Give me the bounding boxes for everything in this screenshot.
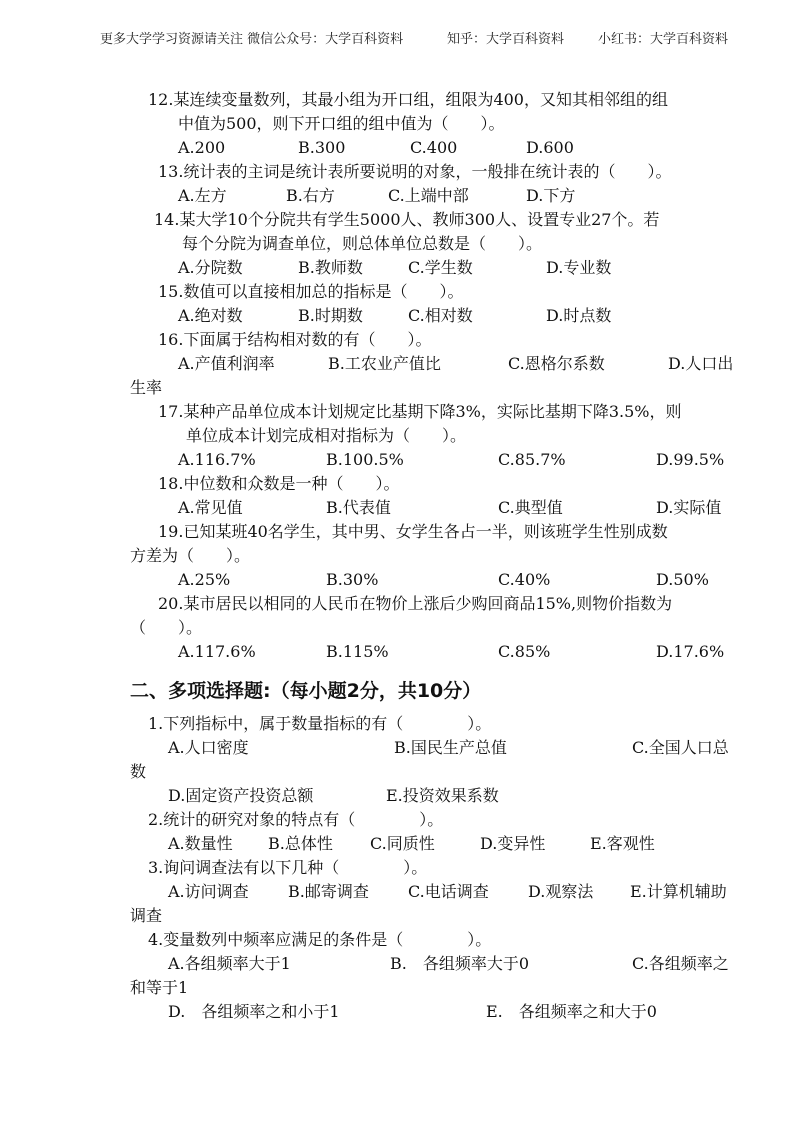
m4-stem: 4.变量数列中频率应满足的条件是（ ）。 xyxy=(148,930,492,949)
q20-option-b: B.115% xyxy=(326,642,389,661)
q14-option-d: D.专业数 xyxy=(546,258,612,277)
q19-option-d: D.50% xyxy=(656,570,709,589)
q12-stem-line2: 中值为500，则下开口组的组中值为（ ）。 xyxy=(178,114,505,133)
m2-option-c: C.同质性 xyxy=(370,834,435,853)
q19-option-a: A.25% xyxy=(178,570,231,589)
q17-option-a: A.116.7% xyxy=(178,450,256,469)
q12-option-d: D.600 xyxy=(526,138,574,157)
q19-option-b: B.30% xyxy=(326,570,379,589)
m1-wrap: 数 xyxy=(130,762,147,781)
q15-option-b: B.时期数 xyxy=(298,306,363,325)
q15-option-d: D.时点数 xyxy=(546,306,612,325)
q12-option-b: B.300 xyxy=(298,138,346,157)
m2-stem: 2.统计的研究对象的特点有（ ）。 xyxy=(148,810,444,829)
q18-option-d: D.实际值 xyxy=(656,498,722,517)
m1-option-a: A.人口密度 xyxy=(168,738,249,757)
m3-wrap: 调查 xyxy=(130,906,163,925)
m3-option-b: B.邮寄调查 xyxy=(288,882,369,901)
m2-option-a: A.数量性 xyxy=(168,834,233,853)
m3-option-d: D.观察法 xyxy=(528,882,594,901)
q16-wrap: 生率 xyxy=(130,378,163,397)
m4-option-e: E. 各组频率之和大于0 xyxy=(486,1002,657,1021)
q18-stem: 18.中位数和众数是一种（ ）。 xyxy=(158,474,400,493)
q16-option-b: B.工农业产值比 xyxy=(328,354,441,373)
m2-option-d: D.变异性 xyxy=(480,834,546,853)
q13-stem: 13.统计表的主词是统计表所要说明的对象，一般排在统计表的（ ）。 xyxy=(158,162,672,181)
q15-option-c: C.相对数 xyxy=(408,306,473,325)
m1-option-b: B.国民生产总值 xyxy=(394,738,507,757)
q17-option-c: C.85.7% xyxy=(498,450,566,469)
q19-option-c: C.40% xyxy=(498,570,551,589)
header-wechat: 更多大学学习资源请关注 微信公众号：大学百科资料 xyxy=(100,32,404,47)
q13-option-d: D.下方 xyxy=(526,186,576,205)
q13-option-c: C.上端中部 xyxy=(388,186,469,205)
q16-option-d: D.人口出 xyxy=(668,354,734,373)
q18-option-a: A.常见值 xyxy=(178,498,243,517)
q16-stem: 16.下面属于结构相对数的有（ ）。 xyxy=(158,330,432,349)
q14-option-a: A.分院数 xyxy=(178,258,243,277)
m3-option-c: C.电话调查 xyxy=(408,882,489,901)
q17-stem-line2: 单位成本计划完成相对指标为（ ）。 xyxy=(186,426,467,445)
q20-option-d: D.17.6% xyxy=(656,642,725,661)
q12-option-a: A.200 xyxy=(178,138,226,157)
q13-option-a: A.左方 xyxy=(178,186,227,205)
q20-option-c: C.85% xyxy=(498,642,551,661)
q20-option-a: A.117.6% xyxy=(178,642,256,661)
q14-option-c: C.学生数 xyxy=(408,258,473,277)
q18-option-b: B.代表值 xyxy=(326,498,391,517)
m3-stem: 3.询问调查法有以下几种（ ）。 xyxy=(148,858,428,877)
section-heading-multiple-choice: 二、多项选择题:（每小题2分，共10分） xyxy=(130,680,482,702)
q16-option-c: C.恩格尔系数 xyxy=(508,354,605,373)
m1-option-c: C.全国人口总 xyxy=(632,738,729,757)
q12-option-c: C.400 xyxy=(410,138,458,157)
q19-stem-line2: 方差为（ ）。 xyxy=(130,546,251,565)
q19-stem-line1: 19.已知某班40名学生，其中男、女学生各占一半，则该班学生性别成数 xyxy=(158,522,668,541)
q18-option-c: C.典型值 xyxy=(498,498,563,517)
q17-stem-line1: 17.某种产品单位成本计划规定比基期下降3%，实际比基期下降3.5%，则 xyxy=(158,402,682,421)
q20-stem-line2: （ ）。 xyxy=(130,618,203,637)
m4-wrap: 和等于1 xyxy=(130,978,189,997)
q16-option-a: A.产值利润率 xyxy=(178,354,275,373)
q20-stem-line1: 20.某市居民以相同的人民币在物价上涨后少购回商品15%,则物价指数为 xyxy=(158,594,673,613)
m2-option-b: B.总体性 xyxy=(268,834,333,853)
q14-option-b: B.教师数 xyxy=(298,258,363,277)
header-zhihu: 知乎：大学百科资料 xyxy=(447,32,565,47)
q12-stem-line1: 12.某连续变量数列，其最小组为开口组，组限为400，又知其相邻组的组 xyxy=(148,90,668,109)
q13-option-b: B.右方 xyxy=(286,186,335,205)
q14-stem-line2: 每个分院为调查单位，则总体单位总数是（ ）。 xyxy=(182,234,543,253)
m4-option-a: A.各组频率大于1 xyxy=(168,954,291,973)
m4-option-c: C.各组频率之 xyxy=(632,954,729,973)
q17-option-b: B.100.5% xyxy=(326,450,404,469)
m1-stem: 1.下列指标中，属于数量指标的有（ ）。 xyxy=(148,714,492,733)
q15-option-a: A.绝对数 xyxy=(178,306,243,325)
m1-option-d: D.固定资产投资总额 xyxy=(168,786,314,805)
m3-option-e: E.计算机辅助 xyxy=(630,882,727,901)
m2-option-e: E.客观性 xyxy=(590,834,655,853)
header-xiaohongshu: 小红书：大学百科资料 xyxy=(598,32,729,47)
q14-stem-line1: 14.某大学10个分院共有学生5000人、教师300人、设置专业27个。若 xyxy=(154,210,660,229)
q15-stem: 15.数值可以直接相加总的指标是（ ）。 xyxy=(158,282,464,301)
m1-option-e: E.投资效果系数 xyxy=(386,786,499,805)
m3-option-a: A.访问调查 xyxy=(168,882,249,901)
m4-option-d: D. 各组频率之和小于1 xyxy=(168,1002,340,1021)
q17-option-d: D.99.5% xyxy=(656,450,725,469)
m4-option-b: B. 各组频率大于0 xyxy=(390,954,530,973)
